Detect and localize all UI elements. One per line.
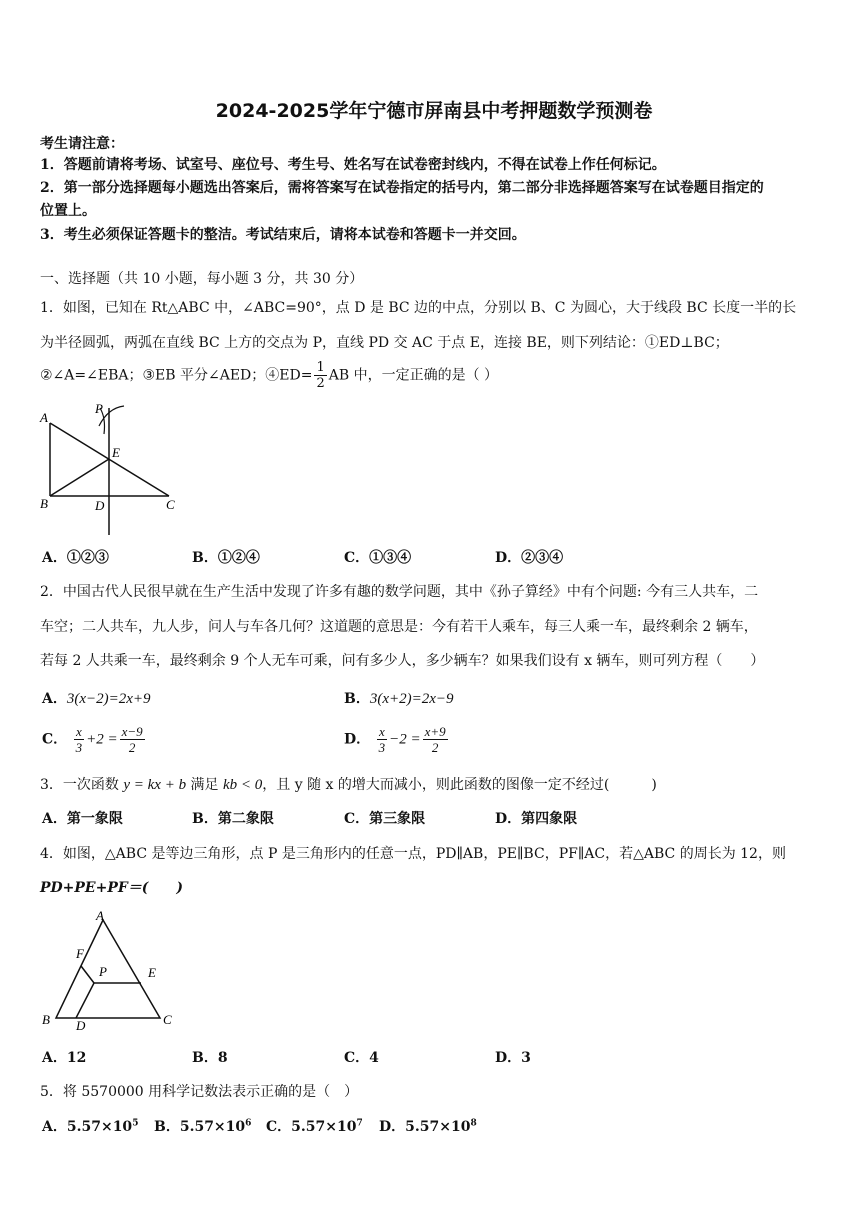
q2-line: 若每 2 人共乘一车，最终剩余 9 个人无车可乘，问有多少人，多少辆车？如果我们设有 x 辆车，则可列方程（ ） (40, 653, 765, 669)
option-D[interactable]: D．第四象限 (495, 811, 578, 827)
notice-item: 位置上。 (40, 203, 96, 219)
q4-triangle-figure (38, 906, 188, 1036)
option-text: C．5.57×10 (266, 1119, 357, 1135)
q2-line: 2．中国古代人民很早就在生产生活中发现了许多有趣的数学问题，其中《孙子算经》中有个问题: 今有三人共车，二 (40, 584, 759, 600)
option-A[interactable]: A．①②③ (42, 550, 109, 566)
equation-mid: +2 = (86, 731, 118, 748)
exponent: 6 (245, 1118, 252, 1129)
frac-numerator: x (377, 724, 388, 740)
label-A: A (40, 410, 48, 425)
frac-denominator: 2 (431, 740, 439, 755)
option-text: D．5.57×10 (379, 1119, 471, 1135)
option-D[interactable] (344, 724, 450, 755)
label-A: A (96, 908, 104, 923)
option-B[interactable]: B．①②④ (192, 550, 260, 566)
notice-item: 3．考生必须保证答题卡的整洁。考试结束后，请将本试卷和答题卡一并交回。 (40, 227, 526, 243)
notice-item: 1．答题前请将考场、试室号、座位号、考生号、姓名写在试卷密封线内，不得在试卷上作任何标记。 (40, 157, 666, 173)
option-C[interactable] (42, 724, 147, 755)
frac-numerator: x+9 (424, 724, 446, 739)
fraction (120, 724, 145, 755)
q4-line: 4．如图，△ABC 是等边三角形，点 P 是三角形内的任意一点，PD∥AB，PE∥BC，PF∥AC，若△ABC 的周长为 12，则 (40, 846, 786, 862)
q1-text-b: AB 中，一定正确的是（ ） (328, 367, 499, 384)
option-B[interactable] (154, 1116, 251, 1136)
page-title: 2024-2025学年宁德市屏南县中考押题数学预测卷 (215, 100, 653, 122)
fraction (74, 724, 85, 755)
option-B[interactable]: B．第二象限 (192, 811, 274, 827)
fraction (377, 724, 388, 755)
frac-numerator: 1 (316, 360, 325, 375)
option-D[interactable]: D．3 (495, 1050, 531, 1066)
option-C[interactable]: C．第三象限 (344, 811, 426, 827)
option-A[interactable]: A．12 (42, 1050, 87, 1066)
q3-text: ，且 y 随 x 的增大而减小，则此函数的图像一定不经过( ) (262, 777, 657, 793)
frac-denominator: 2 (128, 740, 136, 755)
label-C: C (166, 497, 175, 512)
option-A[interactable] (42, 688, 151, 708)
option-A[interactable]: A．第一象限 (42, 811, 123, 827)
frac-denominator: 3 (378, 740, 386, 755)
exponent: 7 (356, 1118, 363, 1129)
exponent: 5 (132, 1118, 139, 1129)
option-A[interactable] (42, 1116, 138, 1136)
option-text: B．5.57×10 (154, 1119, 246, 1135)
exponent: 8 (470, 1118, 477, 1129)
option-D[interactable] (379, 1116, 477, 1136)
fraction (423, 724, 448, 755)
q3-text: 满足 (186, 777, 223, 793)
option-label: D． (344, 731, 371, 748)
label-D: D (95, 498, 105, 513)
q1-line (40, 360, 498, 391)
option-C[interactable] (266, 1116, 363, 1136)
option-label: C． (42, 731, 68, 748)
frac-numerator: x−9 (121, 724, 143, 739)
q1-triangle-figure (36, 398, 186, 538)
equation-mid: −2 = (389, 731, 421, 748)
label-P: P (99, 964, 107, 979)
option-C[interactable]: C．4 (344, 1050, 379, 1066)
option-text: A．5.57×10 (42, 1119, 133, 1135)
notice-heading: 考生请注意： (40, 136, 124, 152)
q3-line (40, 774, 657, 794)
condition-expr: kb < 0 (222, 777, 263, 793)
option-C[interactable]: C．①③④ (344, 550, 412, 566)
label-B: B (42, 1012, 50, 1027)
option-B[interactable] (344, 688, 454, 708)
label-B: B (40, 496, 48, 511)
label-D: D (76, 1018, 86, 1033)
label-P: P (95, 401, 103, 416)
q1-text-a: ②∠A=∠EBA；③EB 平分∠AED；④ED= (40, 367, 313, 384)
option-label: B． (344, 691, 370, 707)
fraction-half (314, 360, 326, 391)
option-label: A． (42, 691, 67, 707)
label-E: E (112, 445, 120, 460)
label-F: F (76, 946, 84, 961)
equation: 3(x+2)=2x−9 (369, 691, 454, 707)
section-heading: 一、选择题（共 10 小题，每小题 3 分，共 30 分） (40, 271, 364, 287)
notice-item: 2．第一部分选择题每小题选出答案后，需将答案写在试卷指定的括号内，第二部分非选择题答案写在试卷题目指定的 (40, 180, 764, 196)
label-C: C (163, 1012, 172, 1027)
option-B[interactable]: B．8 (192, 1050, 228, 1066)
frac-numerator: x (74, 724, 85, 740)
option-D[interactable]: D．②③④ (495, 550, 564, 566)
q2-line: 车空；二人共车，九人步，问人与车各几何？这道题的意思是：今有若干人乘车，每三人乘一车，最终剩余 2 辆车， (40, 619, 758, 635)
function-expr: y = kx + b (123, 777, 187, 793)
label-E: E (148, 965, 156, 980)
frac-denominator: 2 (316, 376, 325, 391)
equation: 3(x−2)=2x+9 (66, 691, 151, 707)
frac-denominator: 3 (75, 740, 83, 755)
q1-line: 1．如图，已知在 Rt△ABC 中，∠ABC=90°，点 D 是 BC 边的中点，分别以 B、C 为圆心，大于线段 BC 长度一半的长 (40, 300, 797, 316)
q5-line: 5．将 5570000 用科学记数法表示正确的是（ ） (40, 1084, 359, 1100)
q1-line: 为半径圆弧，两弧在直线 BC 上方的交点为 P，直线 PD 交 AC 于点 E，连接 BE，则下列结论：①ED⊥BC； (40, 335, 729, 351)
q3-text: 3．一次函数 (40, 777, 124, 793)
q4-line: PD+PE+PF＝( ) (40, 880, 184, 896)
